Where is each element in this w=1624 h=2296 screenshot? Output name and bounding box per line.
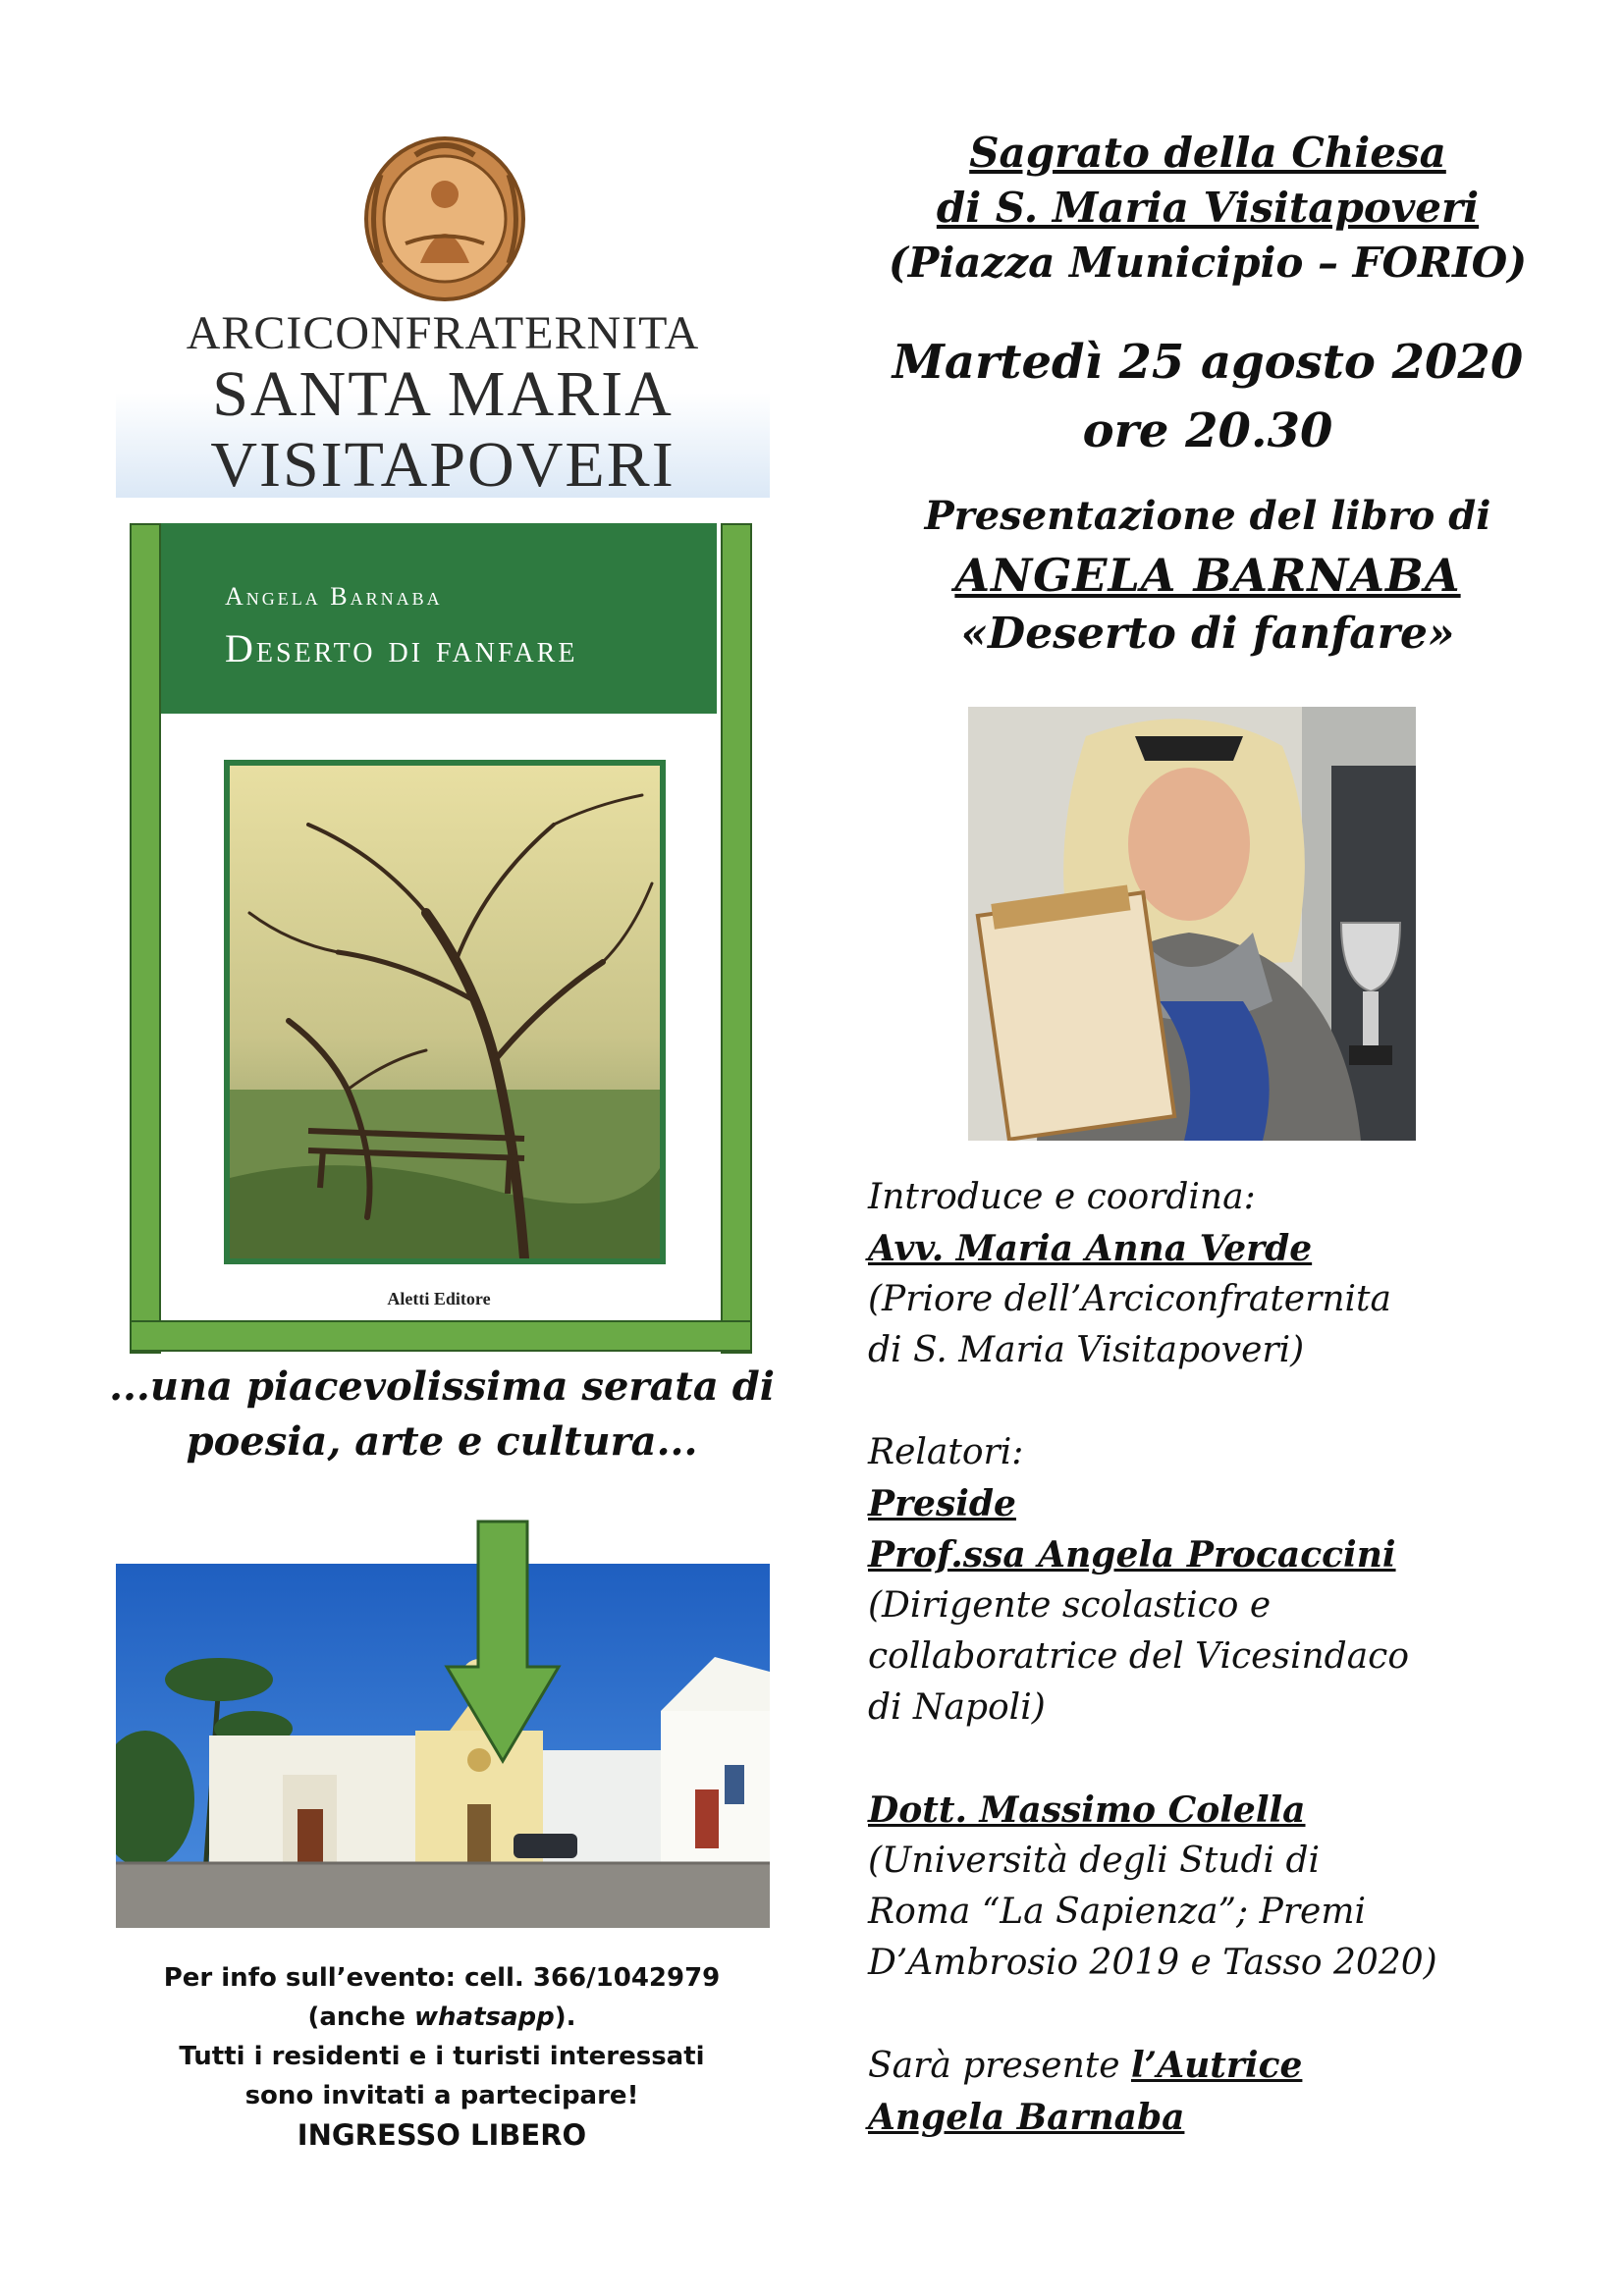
- author-presence-name: Angela Barnaba: [868, 2097, 1185, 2138]
- tagline-line2: poesia, arte e cultura...: [186, 1418, 698, 1465]
- event-time: ore 20.30: [1082, 403, 1333, 458]
- info-whatsapp: [108, 1998, 776, 2037]
- moderator-role-line2: di S. Maria Visitapoveri): [868, 1330, 1305, 1370]
- info-whatsapp-em: whatsapp: [414, 2002, 555, 2032]
- book-cover: [161, 523, 717, 1320]
- venue-line2: di S. Maria Visitapoveri: [936, 184, 1480, 232]
- event-details: [868, 1172, 1575, 2143]
- spacer: [868, 1376, 1575, 1427]
- speaker2-role-line2: Roma “La Sapienza”; Premi: [868, 1892, 1367, 1932]
- info-phone: Per info sull’evento: cell. 366/1042979: [163, 1963, 721, 1993]
- frame-bottom-bar: [130, 1320, 752, 1352]
- church-photo: [116, 1564, 770, 1928]
- book-cover-frame: [130, 523, 748, 1350]
- presentation-intro: Presentazione del libro di: [924, 493, 1491, 539]
- moderator-name: Avv. Maria Anna Verde: [868, 1228, 1313, 1269]
- speaker2-role-line1: (Università degli Studi di: [868, 1841, 1321, 1881]
- moderator-label: Introduce e coordina:: [868, 1177, 1256, 1217]
- author-presence-prefix: Sarà presente: [868, 2046, 1131, 2086]
- event-venue: [844, 126, 1571, 291]
- info-whatsapp-suffix: ).: [554, 2002, 576, 2032]
- speaker1-role-line1: (Dirigente scolastico e: [868, 1585, 1272, 1626]
- speaker1-role-line3: di Napoli): [868, 1687, 1046, 1728]
- confraternity-crest-icon: [361, 135, 528, 302]
- spacer: [868, 1989, 1575, 2040]
- presentation-author: ANGELA BARNABA: [954, 549, 1461, 602]
- moderator-role-line1: (Priore dell’Arciconfraternita: [868, 1279, 1391, 1319]
- organization-name-line2: SANTA MARIA: [212, 358, 674, 430]
- author-photo: [968, 707, 1416, 1141]
- spacer: [868, 1734, 1575, 1785]
- event-info: [108, 1958, 776, 2155]
- info-invitation-line1: Tutti i residenti e i turisti interessati: [179, 2042, 705, 2071]
- speaker2-role-line3: D’Ambrosio 2019 e Tasso 2020): [868, 1943, 1437, 1983]
- author-presence: [868, 2040, 1575, 2092]
- venue-line3: (Piazza Municipio – FORIO): [888, 239, 1528, 287]
- info-invitation-line2: sono invitati a partecipare!: [244, 2081, 639, 2110]
- organization-name-line3: VISITAPOVERI: [210, 429, 676, 501]
- venue-line1: Sagrato della Chiesa: [969, 129, 1446, 177]
- organization-name-line1: ARCICONFRATERNITA: [186, 307, 700, 359]
- speaker1-name: Prof.ssa Angela Procaccini: [868, 1534, 1396, 1575]
- info-whatsapp-prefix: (anche: [307, 2002, 415, 2032]
- speaker1-role-line2: collaboratrice del Vicesindaco: [868, 1636, 1409, 1677]
- book-cover-title: Deserto di fanfare: [225, 626, 578, 670]
- author-presence-label: l’Autrice: [1130, 2045, 1303, 2086]
- speaker2-name: Dott. Massimo Colella: [868, 1789, 1306, 1831]
- book-cover-author: Angela Barnaba: [225, 582, 443, 611]
- frame-right-bar: [721, 523, 752, 1354]
- event-date: Martedì 25 agosto 2020: [892, 335, 1524, 390]
- arrow-down-icon: [444, 1520, 562, 1765]
- speaker1-title: Preside: [868, 1483, 1016, 1524]
- book-cover-header: [161, 523, 717, 714]
- presentation-book-title: «Deserto di fanfare»: [960, 609, 1455, 659]
- book-cover-publisher: Aletti Editore: [387, 1289, 491, 1308]
- book-presentation: [844, 487, 1571, 664]
- speakers-label: Relatori:: [868, 1432, 1024, 1472]
- frame-left-bar: [130, 523, 161, 1354]
- organization-banner: [116, 306, 770, 501]
- tagline-line1: ...una piacevolissima serata di: [109, 1363, 775, 1410]
- event-tagline: [108, 1360, 776, 1469]
- event-datetime: [844, 328, 1571, 465]
- book-cover-photo: [224, 760, 666, 1264]
- info-free-entry: INGRESSO LIBERO: [297, 2118, 587, 2152]
